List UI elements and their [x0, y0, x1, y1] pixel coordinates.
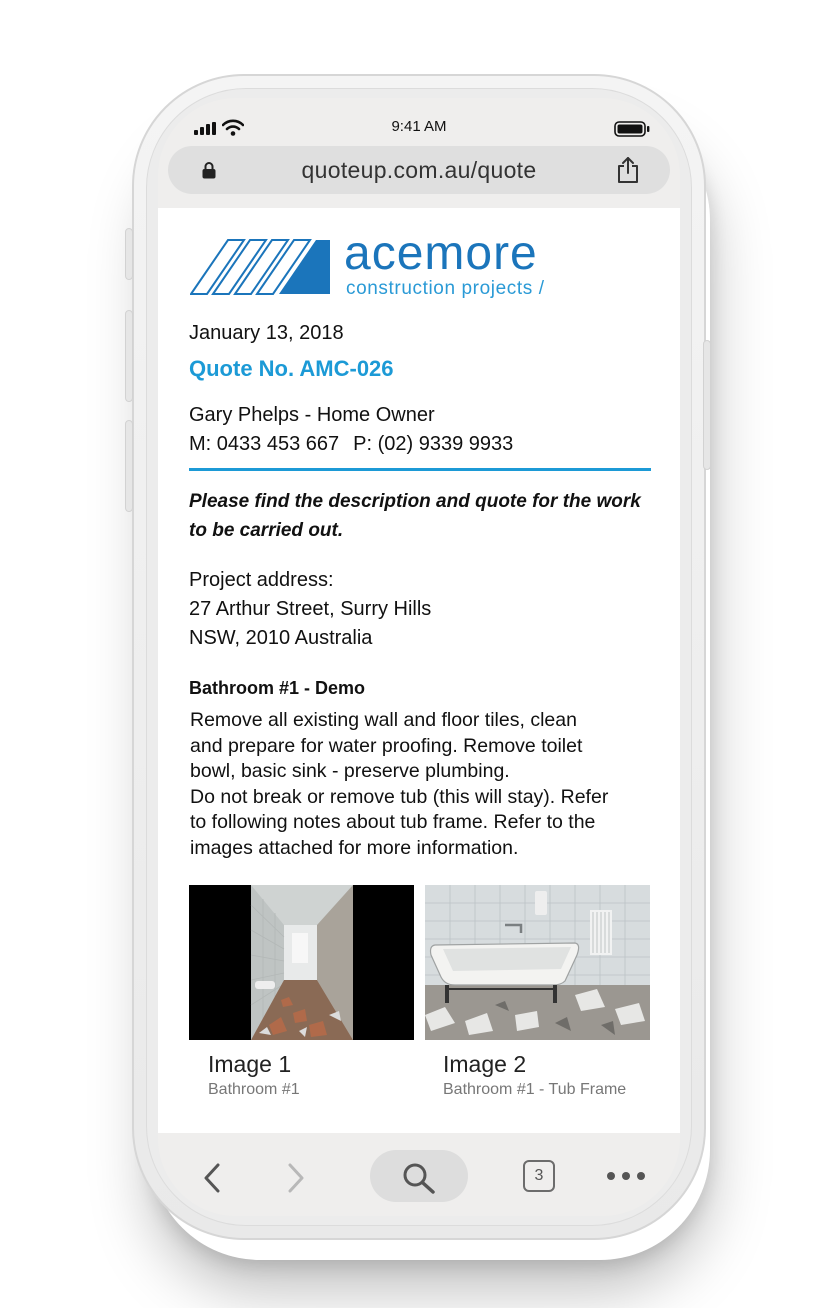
- search-icon: [402, 1162, 436, 1194]
- tabs-button[interactable]: 3: [523, 1160, 555, 1192]
- company-name: acemore: [344, 227, 538, 280]
- client-phone[interactable]: P: (02) 9339 9933: [353, 433, 514, 455]
- url-text[interactable]: quoteup.com.au/quote: [301, 157, 537, 183]
- description-line: bowl, basic sink - preserve plumbing.: [190, 760, 510, 783]
- bathroom-corridor-image: [189, 885, 414, 1040]
- battery-icon: [614, 121, 650, 137]
- back-icon[interactable]: [202, 1163, 222, 1193]
- description-line: Do not break or remove tub (this will stay). Refer: [190, 785, 609, 808]
- image-1-title: Image 1: [208, 1051, 292, 1077]
- volume-down-button: [125, 420, 133, 512]
- web-page: [158, 208, 680, 1133]
- bathroom-photo-2[interactable]: [425, 885, 650, 1040]
- image-2-title: Image 2: [443, 1051, 527, 1077]
- image-2-caption: Bathroom #1 - Tub Frame: [443, 1081, 627, 1098]
- address-line-1: 27 Arthur Street, Surry Hills: [189, 598, 432, 620]
- quote-date: January 13, 2018: [189, 322, 344, 344]
- quote-number: Quote No. AMC-026: [189, 356, 394, 381]
- bathtub-frame-image: [425, 885, 650, 1040]
- browser-toolbar: [158, 1133, 680, 1216]
- address-bar[interactable]: [168, 146, 670, 194]
- header-divider: [189, 468, 651, 471]
- section-description: [190, 708, 660, 862]
- company-tagline: construction projects /: [346, 278, 545, 299]
- status-bar: [158, 110, 680, 144]
- client-name: Gary Phelps - Home Owner: [189, 404, 435, 426]
- acemore-logo-mark: [190, 238, 332, 296]
- search-button[interactable]: [370, 1150, 468, 1202]
- description-line: images attached for more information.: [190, 836, 519, 859]
- client-details: [189, 401, 513, 459]
- power-button: [703, 340, 711, 470]
- section-title: Bathroom #1 - Demo: [189, 678, 366, 698]
- more-options-icon[interactable]: [606, 1170, 646, 1182]
- address-label: Project address:: [189, 569, 334, 591]
- volume-up-button: [125, 310, 133, 402]
- client-contacts: [189, 430, 513, 459]
- description-line: and prepare for water proofing. Remove toilet: [190, 734, 583, 757]
- address-line-2: NSW, 2010 Australia: [189, 627, 373, 649]
- client-mobile[interactable]: M: 0433 453 667: [189, 433, 340, 455]
- bathroom-photo-1[interactable]: [189, 885, 414, 1040]
- status-time: 9:41 AM: [391, 118, 447, 135]
- description-line: Remove all existing wall and floor tiles, clean: [190, 709, 577, 731]
- project-address: [189, 566, 431, 653]
- forward-icon[interactable]: [286, 1163, 306, 1193]
- share-icon[interactable]: [616, 156, 640, 184]
- screen: [158, 98, 680, 1216]
- description-line: to following notes about tub frame. Refer to the: [190, 811, 596, 834]
- mute-switch: [125, 228, 133, 280]
- intro-text: Please find the description and quote for the work to be carried out.: [189, 491, 641, 541]
- image-1-caption: Bathroom #1: [208, 1081, 300, 1098]
